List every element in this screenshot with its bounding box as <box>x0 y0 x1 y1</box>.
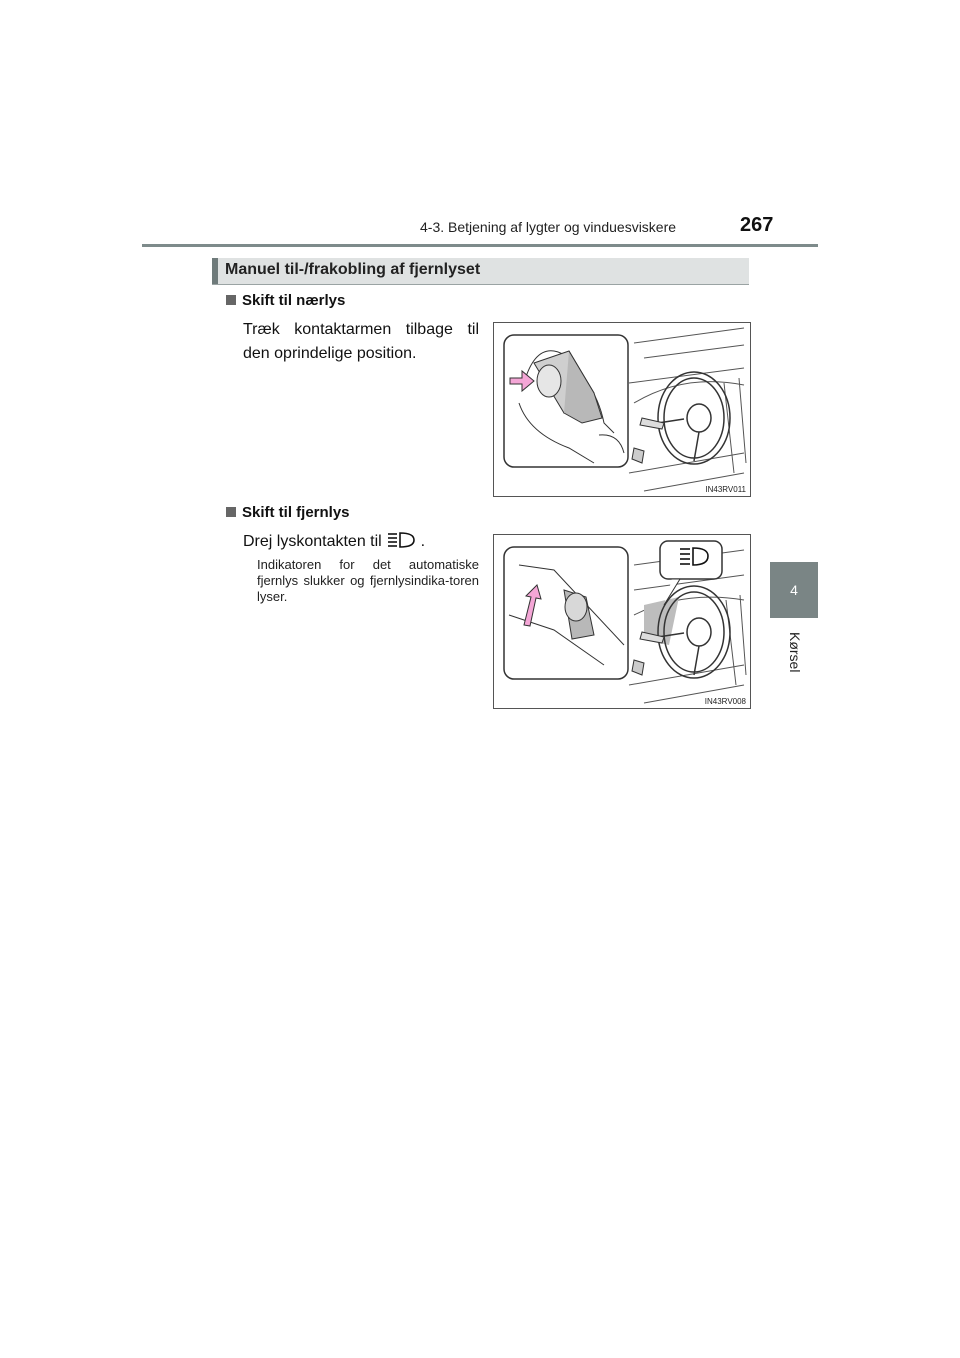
low-beam-illustration <box>494 323 750 496</box>
figure-high-beam <box>493 534 751 709</box>
square-bullet-icon <box>226 507 236 517</box>
figure-code-high-beam: IN43RV008 <box>704 697 746 706</box>
high-beam-instruction: Drej lyskontakten til . <box>243 533 426 550</box>
section-heading-accent <box>212 258 218 284</box>
figure-low-beam <box>493 322 751 497</box>
section-heading <box>212 258 749 285</box>
high-beam-illustration <box>494 535 750 708</box>
chapter-tab <box>770 562 818 618</box>
section-title: Manuel til-/frakobling af fjernlyset <box>225 261 481 278</box>
high-beam-heading: Skift til fjernlys <box>226 504 350 521</box>
chapter-title: Kørsel <box>787 632 803 673</box>
square-bullet-icon <box>226 295 236 305</box>
high-beam-note: Indikatoren for det automatiske fjernlys slukker og fjernlysindika-toren lyser. <box>257 557 479 604</box>
chapter-number: 4 <box>790 582 798 598</box>
low-beam-heading: Skift til nærlys <box>226 292 345 309</box>
figure-code-low-beam: IN43RV011 <box>705 485 746 494</box>
high-beam-icon <box>386 531 416 549</box>
header-section-title: 4-3. Betjening af lygter og vinduesviskere <box>420 219 677 235</box>
page-number: 267 <box>740 214 774 236</box>
low-beam-instruction: Træk kontaktarmen tilbage til den oprindelige position. <box>243 321 479 362</box>
header-rule <box>142 244 818 247</box>
